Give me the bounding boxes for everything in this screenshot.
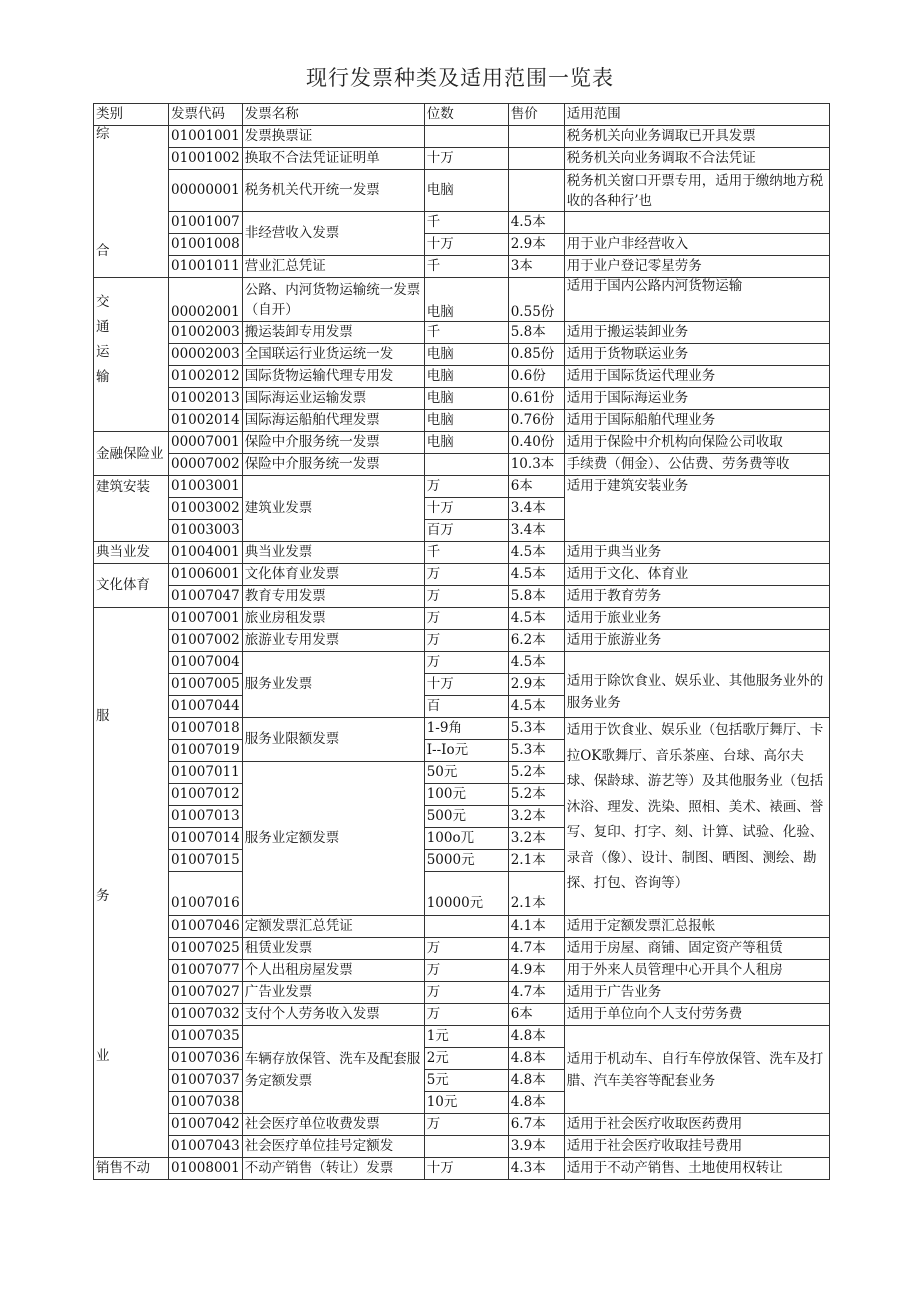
digits-cell: 5元: [424, 1070, 508, 1092]
digits-cell: [424, 454, 508, 476]
header-code: 发票代码: [169, 104, 243, 126]
scope-cell: 税务机关窗口开票专用，适用于缴纳地方税收的各种行’也: [564, 170, 829, 212]
name-cell: 租赁业发票: [242, 938, 424, 960]
code-cell: 01007032: [169, 1004, 243, 1026]
table-row: [94, 1004, 830, 1026]
price-cell: 4.5本: [508, 652, 564, 674]
digits-cell: 万: [424, 608, 508, 630]
code-cell: 01006001: [169, 564, 243, 586]
name-cell: 广告业发票: [242, 982, 424, 1004]
price-cell: 6.2本: [508, 630, 564, 652]
digits-cell: 500元: [424, 806, 508, 828]
scope-cell: 适用于货物联运业务: [564, 344, 829, 366]
digits-cell: 十万: [424, 148, 508, 170]
digits-cell: 1-9角: [424, 718, 508, 740]
table-row: [94, 322, 830, 344]
table-row: [94, 432, 830, 454]
scope-cell: 适用于文化、体育业: [564, 564, 829, 586]
scope-cell: 适用于旅游业务: [564, 630, 829, 652]
price-cell: 4.8本: [508, 1092, 564, 1114]
digits-cell: 10000元: [424, 872, 508, 916]
price-cell: 5.3本: [508, 718, 564, 740]
price-cell: [508, 148, 564, 170]
code-cell: 01007042: [169, 1114, 243, 1136]
table-header-row: [94, 104, 830, 126]
name-cell: 保险中介服务统一发票: [242, 454, 424, 476]
scope-cell: 税务机关向业务调取不合法凭证: [564, 148, 829, 170]
name-cell: 国际海运业运输发票: [242, 388, 424, 410]
scope-cell: 适用于国际货运代理业务: [564, 366, 829, 388]
code-cell: 01008001: [169, 1158, 243, 1180]
price-cell: 5.3本: [508, 740, 564, 762]
table-row: [94, 1026, 830, 1048]
table-row: [94, 1136, 830, 1158]
code-cell: 01001002: [169, 148, 243, 170]
code-cell: 01001007: [169, 212, 243, 234]
scope-cell: 适用于广告业务: [564, 982, 829, 1004]
table-row: [94, 212, 830, 234]
scope-cell: 适用于搬运装卸业务: [564, 322, 829, 344]
name-cell: 服务业定额发票: [242, 762, 424, 916]
scope-cell: [564, 212, 829, 234]
name-cell: 社会医疗单位收费发票: [242, 1114, 424, 1136]
scope-cell: 适用于教育劳务: [564, 586, 829, 608]
scope-cell: 手续费（佣金）、公估费、劳务费等收: [564, 454, 829, 476]
code-cell: 01007002: [169, 630, 243, 652]
price-cell: [508, 126, 564, 148]
name-cell: 国际海运船舶代理发票: [242, 410, 424, 432]
code-cell: 01007025: [169, 938, 243, 960]
table-row: [94, 410, 830, 432]
table-row: [94, 344, 830, 366]
name-cell: 换取不合法凭证证明单: [242, 148, 424, 170]
table-row: [94, 388, 830, 410]
header-price: 售价: [508, 104, 564, 126]
code-cell: 00002001: [169, 278, 243, 322]
header-digits: 位数: [424, 104, 508, 126]
category-cell: 文化体育: [94, 564, 169, 608]
price-cell: 4.8本: [508, 1070, 564, 1092]
price-cell: 5.8本: [508, 322, 564, 344]
digits-cell: 万: [424, 564, 508, 586]
price-cell: 3本: [508, 256, 564, 278]
code-cell: 01007047: [169, 586, 243, 608]
code-cell: 01007013: [169, 806, 243, 828]
digits-cell: 50元: [424, 762, 508, 784]
scope-cell: 适用于定额发票汇总报帐: [564, 916, 829, 938]
digits-cell: 万: [424, 586, 508, 608]
digits-cell: 万: [424, 652, 508, 674]
name-cell: 社会医疗单位挂号定额发: [242, 1136, 424, 1158]
scope-cell: 用于外来人员管理中心开具个人租房: [564, 960, 829, 982]
table-row: [94, 542, 830, 564]
code-cell: 01007046: [169, 916, 243, 938]
price-cell: 4.7本: [508, 982, 564, 1004]
price-cell: 6.7本: [508, 1114, 564, 1136]
table-row: [94, 938, 830, 960]
digits-cell: 十万: [424, 498, 508, 520]
price-cell: 5.2本: [508, 784, 564, 806]
name-cell: 支付个人劳务收入发票: [242, 1004, 424, 1026]
digits-cell: 万: [424, 982, 508, 1004]
digits-cell: 电脑: [424, 388, 508, 410]
code-cell: 01004001: [169, 542, 243, 564]
category-cell: 销售不动: [94, 1158, 169, 1180]
table-row: [94, 278, 830, 322]
code-cell: 01003001: [169, 476, 243, 498]
digits-cell: 2元: [424, 1048, 508, 1070]
name-cell: 搬运装卸专用发票: [242, 322, 424, 344]
code-cell: 01007037: [169, 1070, 243, 1092]
code-cell: 01007015: [169, 850, 243, 872]
category-cell: [94, 608, 169, 1158]
price-cell: 3.4本: [508, 498, 564, 520]
code-cell: 00007002: [169, 454, 243, 476]
price-cell: 4.5本: [508, 696, 564, 718]
scope-cell: 适用于除饮食业、娱乐业、其他服务业外的服务业务: [564, 652, 829, 718]
digits-cell: 千: [424, 542, 508, 564]
code-cell: 01001001: [169, 126, 243, 148]
digits-cell: 万: [424, 630, 508, 652]
scope-cell: 用于业户登记零星劳务: [564, 256, 829, 278]
price-cell: 3.4本: [508, 520, 564, 542]
price-cell: 2.1本: [508, 872, 564, 916]
code-cell: 01007001: [169, 608, 243, 630]
code-cell: 01007019: [169, 740, 243, 762]
price-cell: 0.6份: [508, 366, 564, 388]
price-cell: 4.1本: [508, 916, 564, 938]
digits-cell: 100元: [424, 784, 508, 806]
table-row: [94, 256, 830, 278]
table-row: [94, 1158, 830, 1180]
price-cell: 2.1本: [508, 850, 564, 872]
scope-cell: 适用于社会医疗收取医药费用: [564, 1114, 829, 1136]
name-cell: 车辆存放保管、洗车及配套服务定额发票: [242, 1026, 424, 1114]
table-row: [94, 234, 830, 256]
table-row: [94, 586, 830, 608]
scope-cell: 适用于房屋、商铺、固定资产等租赁: [564, 938, 829, 960]
price-cell: 4.5本: [508, 212, 564, 234]
header-category: 类别: [94, 104, 169, 126]
category-label: 务: [96, 888, 110, 904]
invoice-table: [93, 103, 830, 1180]
table-row: [94, 148, 830, 170]
price-cell: 5.8本: [508, 586, 564, 608]
price-cell: 5.2本: [508, 762, 564, 784]
digits-cell: 万: [424, 476, 508, 498]
digits-cell: [424, 916, 508, 938]
digits-cell: 千: [424, 322, 508, 344]
name-cell: 不动产销售（转让）发票: [242, 1158, 424, 1180]
table-row: [94, 718, 830, 740]
digits-cell: 十万: [424, 674, 508, 696]
price-cell: 4.5本: [508, 608, 564, 630]
name-cell: 定额发票汇总凭证: [242, 916, 424, 938]
code-cell: 01007005: [169, 674, 243, 696]
digits-cell: 10元: [424, 1092, 508, 1114]
scope-cell: 适用于建筑安装业务: [564, 476, 829, 542]
scope-cell: 适用于国际船舶代理业务: [564, 410, 829, 432]
price-cell: 4.8本: [508, 1026, 564, 1048]
code-cell: 01007043: [169, 1136, 243, 1158]
price-cell: 4.9本: [508, 960, 564, 982]
table-row: [94, 630, 830, 652]
code-cell: 01002013: [169, 388, 243, 410]
price-cell: 2.9本: [508, 234, 564, 256]
code-cell: 01007012: [169, 784, 243, 806]
digits-cell: [424, 126, 508, 148]
name-cell: 典当业发票: [242, 542, 424, 564]
price-cell: 10.3本: [508, 454, 564, 476]
scope-cell: 适用于机动车、自行车停放保管、洗车及打腊、汽车美容等配套业务: [564, 1026, 829, 1114]
name-cell: 个人出租房屋发票: [242, 960, 424, 982]
digits-cell: 电脑: [424, 366, 508, 388]
table-row: [94, 916, 830, 938]
table-row: [94, 564, 830, 586]
price-cell: 4.7本: [508, 938, 564, 960]
scope-cell: 适用于单位向个人支付劳务费: [564, 1004, 829, 1026]
code-cell: 01007016: [169, 872, 243, 916]
category-label: 服: [96, 708, 110, 724]
name-cell: 建筑业发票: [242, 476, 424, 542]
name-cell: 税务机关代开统一发票: [242, 170, 424, 212]
digits-cell: 100o兀: [424, 828, 508, 850]
table-row: [94, 608, 830, 630]
table-row: [94, 366, 830, 388]
code-cell: 01001011: [169, 256, 243, 278]
scope-cell: 适用于保险中介机构向保险公司收取: [564, 432, 829, 454]
scope-cell: 适用于社会医疗收取挂号费用: [564, 1136, 829, 1158]
code-cell: 00007001: [169, 432, 243, 454]
code-cell: 01007014: [169, 828, 243, 850]
code-cell: 01007077: [169, 960, 243, 982]
category-cell: 建筑安装: [94, 476, 169, 542]
price-cell: 3.2本: [508, 806, 564, 828]
digits-cell: [424, 1136, 508, 1158]
code-cell: 01007038: [169, 1092, 243, 1114]
digits-cell: 万: [424, 938, 508, 960]
name-cell: 服务业发票: [242, 652, 424, 718]
code-cell: 01007044: [169, 696, 243, 718]
name-cell: 教育专用发票: [242, 586, 424, 608]
scope-cell: 税务机关向业务调取已开具发票: [564, 126, 829, 148]
price-cell: 4.8本: [508, 1048, 564, 1070]
name-cell: 旅业房租发票: [242, 608, 424, 630]
table-row: [94, 170, 830, 212]
digits-cell: 百万: [424, 520, 508, 542]
digits-cell: 千: [424, 256, 508, 278]
code-cell: 01003002: [169, 498, 243, 520]
digits-cell: 电脑: [424, 170, 508, 212]
digits-cell: I--Io元: [424, 740, 508, 762]
digits-cell: 千: [424, 212, 508, 234]
code-cell: 01002003: [169, 322, 243, 344]
price-cell: 0.40份: [508, 432, 564, 454]
table-row: [94, 1114, 830, 1136]
price-cell: 0.76份: [508, 410, 564, 432]
digits-cell: 百: [424, 696, 508, 718]
name-cell: 非经营收入发票: [242, 212, 424, 256]
name-cell: 保险中介服务统一发票: [242, 432, 424, 454]
table-row: [94, 652, 830, 674]
table-row: [94, 960, 830, 982]
code-cell: 01007011: [169, 762, 243, 784]
code-cell: 01002012: [169, 366, 243, 388]
table-row: [94, 126, 830, 148]
digits-cell: 电脑: [424, 344, 508, 366]
price-cell: 2.9本: [508, 674, 564, 696]
digits-cell: 万: [424, 1114, 508, 1136]
code-cell: 01007035: [169, 1026, 243, 1048]
header-name: 发票名称: [242, 104, 424, 126]
page-title: 现行发票种类及适用范围一览表: [306, 66, 614, 90]
digits-cell: 1元: [424, 1026, 508, 1048]
category-cell: 典当业发: [94, 542, 169, 564]
scope-cell: 适用于饮食业、娱乐业（包括歌厅舞厅、卡拉OK歌舞厅、音乐茶座、台球、高尔夫球、保龄球、游艺等）及其他服务业（包括沐浴、理发、洗染、照相、美术、裱画、誉写、复印、打字、刻、计算、试验、化验、录音（像）、设计、制图、晒图、测绘、勘探、打包、咨询等）: [564, 718, 829, 916]
price-cell: 4.5本: [508, 564, 564, 586]
scope-cell: 适用于旅业业务: [564, 608, 829, 630]
code-cell: 00000001: [169, 170, 243, 212]
price-cell: 0.55份: [508, 278, 564, 322]
code-cell: 01002014: [169, 410, 243, 432]
code-cell: 01007027: [169, 982, 243, 1004]
code-cell: 01007004: [169, 652, 243, 674]
digits-cell: 十万: [424, 1158, 508, 1180]
digits-cell: 十万: [424, 234, 508, 256]
header-scope: 适用范围: [564, 104, 829, 126]
code-cell: 01001008: [169, 234, 243, 256]
price-cell: 0.61份: [508, 388, 564, 410]
price-cell: [508, 170, 564, 212]
name-cell: 全国联运行业货运统一发: [242, 344, 424, 366]
category-cell: 金融保险业: [94, 432, 169, 476]
digits-cell: 电脑: [424, 278, 508, 322]
price-cell: 6本: [508, 1004, 564, 1026]
scope-cell: 适用于不动产销售、土地使用权转让: [564, 1158, 829, 1180]
price-cell: 3.2本: [508, 828, 564, 850]
digits-cell: 电脑: [424, 432, 508, 454]
scope-cell: 适用于国内公路内河货物运输: [564, 278, 829, 322]
price-cell: 0.85份: [508, 344, 564, 366]
category-cell: 交 通 运 输: [94, 278, 169, 432]
name-cell: 国际货物运输代理专用发: [242, 366, 424, 388]
name-cell: 旅游业专用发票: [242, 630, 424, 652]
category-cell: [94, 126, 169, 278]
price-cell: 3.9本: [508, 1136, 564, 1158]
name-cell: 营业汇总凭证: [242, 256, 424, 278]
price-cell: 6本: [508, 476, 564, 498]
digits-cell: 万: [424, 960, 508, 982]
category-label: 综: [96, 126, 110, 142]
code-cell: 01007036: [169, 1048, 243, 1070]
name-cell: 服务业限额发票: [242, 718, 424, 762]
table-row: [94, 454, 830, 476]
code-cell: 01007018: [169, 718, 243, 740]
code-cell: 01003003: [169, 520, 243, 542]
price-cell: 4.5本: [508, 542, 564, 564]
code-cell: 00002003: [169, 344, 243, 366]
category-label: 合: [96, 243, 110, 259]
name-cell: 发票换票证: [242, 126, 424, 148]
price-cell: 4.3本: [508, 1158, 564, 1180]
table-row: [94, 476, 830, 498]
name-cell: 公路、内河货物运输统一发票（自开）: [242, 278, 424, 322]
digits-cell: 电脑: [424, 410, 508, 432]
digits-cell: 万: [424, 1004, 508, 1026]
scope-cell: 适用于典当业务: [564, 542, 829, 564]
digits-cell: 5000元: [424, 850, 508, 872]
scope-cell: 适用于国际海运业务: [564, 388, 829, 410]
category-label: 业: [96, 1048, 110, 1064]
scope-cell: 用于业户非经营收入: [564, 234, 829, 256]
table-row: [94, 982, 830, 1004]
name-cell: 文化体育业发票: [242, 564, 424, 586]
